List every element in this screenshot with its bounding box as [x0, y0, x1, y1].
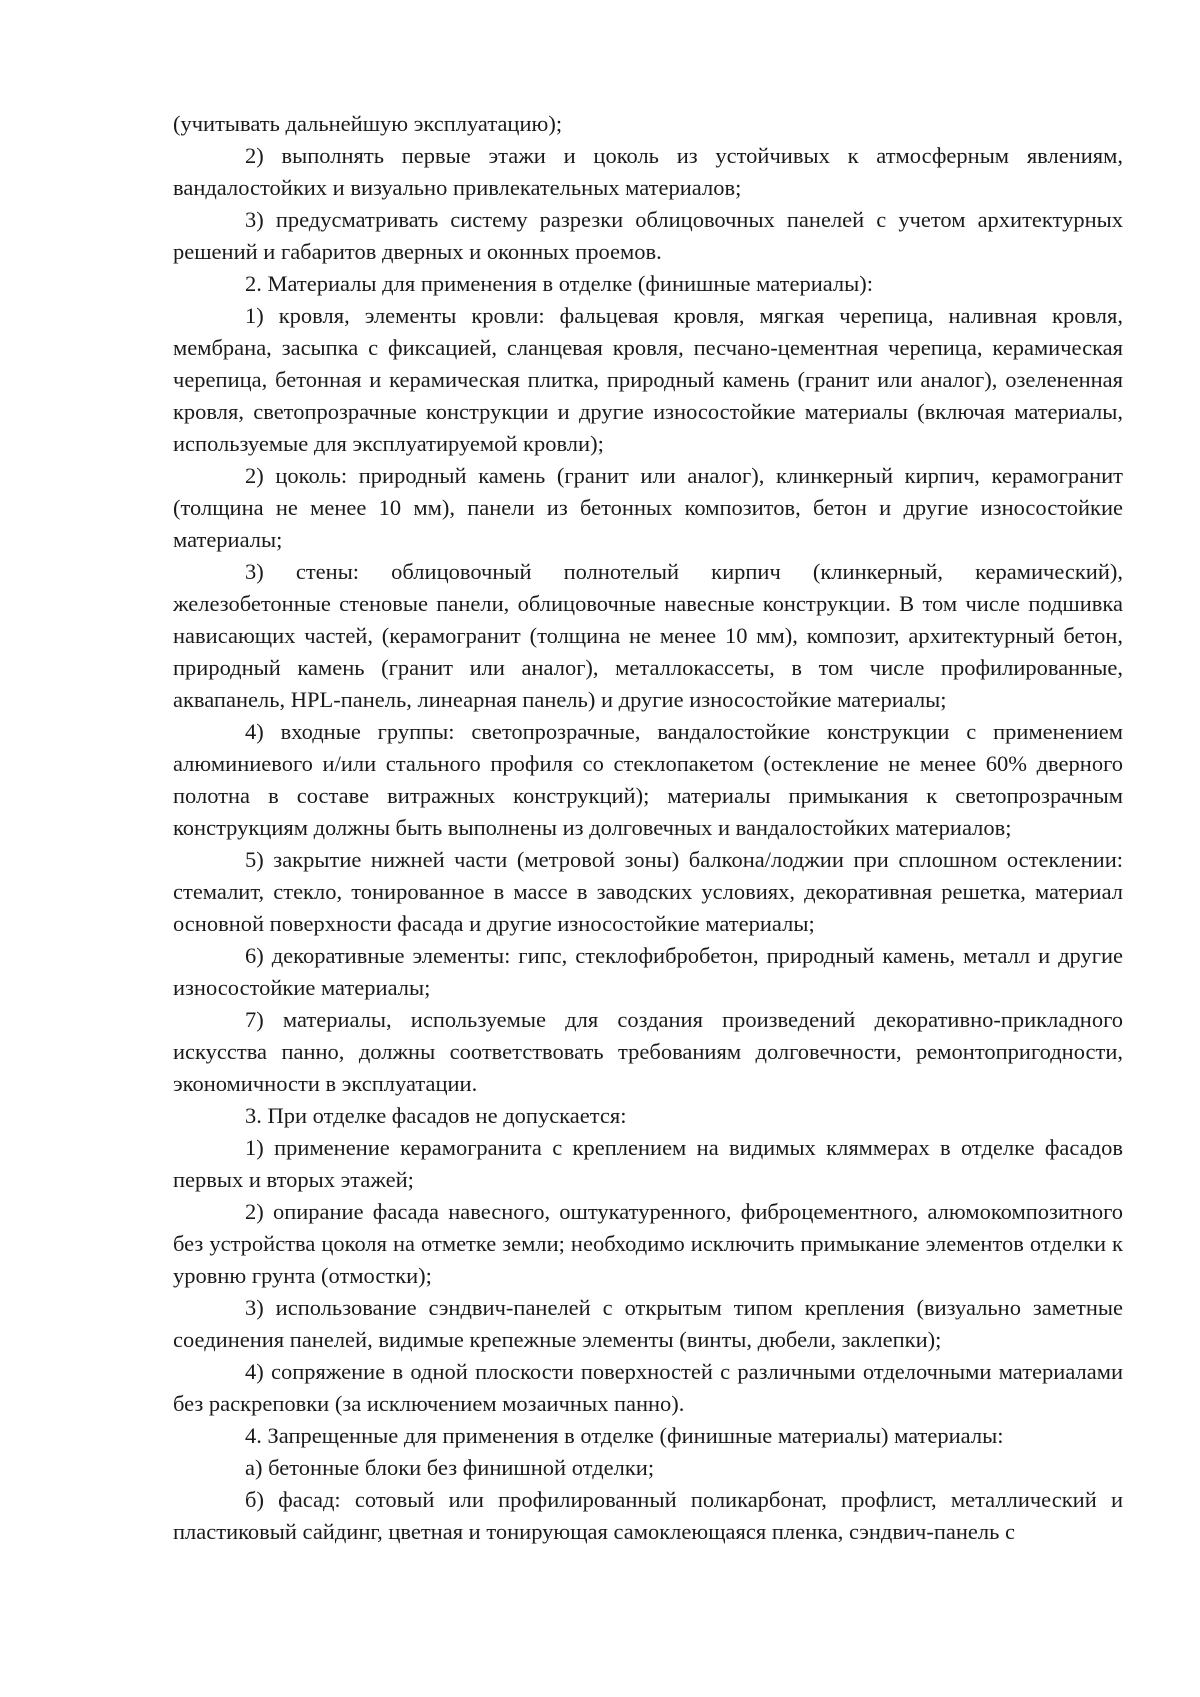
paragraph-item-4-b: б) фасад: сотовый или профилированный поликарбонат, профлист, металлический и пластиковый сайдинг, цветная и тонирующая самоклеющаяся пленка, сэндвич-панель с — [173, 1487, 1123, 1544]
paragraph-item-2-1: 1) кровля, элементы кровли: фальцевая кровля, мягкая черепица, наливная кровля, мембрана, засыпка с фиксацией, сланцевая кровля, песчано-цементная черепица, керамическая черепица, бетонная и керамическая плитка, природный камень (гранит или аналог), озелененная кровля, светопрозрачные конструкции и другие износостойкие материалы (включая материалы, используемые для эксплуатируемой кровли); — [173, 303, 1123, 456]
document-page — [173, 108, 1123, 1548]
paragraph-item-4-a: а) бетонные блоки без финишной отделки; — [245, 1455, 655, 1480]
paragraph-item-2-3: 3) стены: облицовочный полнотелый кирпич (клинкерный, керамический), железобетонные стеновые панели, облицовочные навесные конструкции. В том числе подшивка нависающих частей, (керамогранит (толщина не менее 10 мм), композит, архитектурный бетон, природный камень (гранит или аналог), металлокассеты, в том числе профилированные, аквапанель, HPL-панель, линеарная панель) и другие износостойкие материалы; — [173, 559, 1123, 712]
paragraph-item-3-2: 2) опирание фасада навесного, оштукатуренного, фиброцементного, алюмокомпозитного без устройства цоколя на отметке земли; необходимо исключить примыкание элементов отделки к уровню грунта (отмостки); — [173, 1199, 1123, 1288]
paragraph-item-3-3: 3) использование сэндвич-панелей с открытым типом крепления (визуально заметные соединения панелей, видимые крепежные элементы (винты, дюбели, заклепки); — [173, 1295, 1123, 1352]
paragraph-item-1-3: 3) предусматривать систему разрезки облицовочных панелей с учетом архитектурных решений и габаритов дверных и оконных проемов. — [173, 207, 1123, 264]
paragraph-item-3-4: 4) сопряжение в одной плоскости поверхностей с различными отделочными материалами без раскреповки (за исключением мозаичных панно). — [173, 1359, 1123, 1416]
paragraph-item-1-2: 2) выполнять первые этажи и цоколь из устойчивых к атмосферным явлениям, вандалостойких и визуально привлекательных материалов; — [173, 143, 1123, 200]
paragraph-continuation: (учитывать дальнейшую эксплуатацию); — [173, 111, 563, 136]
section-heading-4: 4. Запрещенные для применения в отделке (финишные материалы) материалы: — [245, 1423, 1004, 1448]
paragraph-item-3-1: 1) применение керамогранита с креплением на видимых кляммерах в отделке фасадов первых и вторых этажей; — [173, 1135, 1123, 1192]
section-heading-2: 2. Материалы для применения в отделке (финишные материалы): — [245, 271, 874, 296]
section-heading-3: 3. При отделке фасадов не допускается: — [245, 1103, 627, 1128]
paragraph-item-2-2: 2) цоколь: природный камень (гранит или аналог), клинкерный кирпич, керамогранит (толщина не менее 10 мм), панели из бетонных композитов, бетон и другие износостойкие материалы; — [173, 463, 1123, 552]
paragraph-item-2-7: 7) материалы, используемые для создания произведений декоративно-прикладного искусства панно, должны соответствовать требованиям долговечности, ремонтопригодности, экономичности в эксплуатации. — [173, 1007, 1123, 1096]
paragraph-item-2-4: 4) входные группы: светопрозрачные, вандалостойкие конструкции с применением алюминиевого и/или стального профиля со стеклопакетом (остекление не менее 60% дверного полотна в составе витражных конструкций); материалы примыкания к светопрозрачным конструкциям должны быть выполнены из долговечных и вандалостойких материалов; — [173, 719, 1123, 840]
paragraph-item-2-5: 5) закрытие нижней части (метровой зоны) балкона/лоджии при сплошном остеклении: стемалит, стекло, тонированное в массе в заводских условиях, декоративная решетка, материал основной поверхности фасада и другие износостойкие материалы; — [173, 847, 1123, 936]
paragraph-item-2-6: 6) декоративные элементы: гипс, стеклофибробетон, природный камень, металл и другие износостойкие материалы; — [173, 943, 1123, 1000]
